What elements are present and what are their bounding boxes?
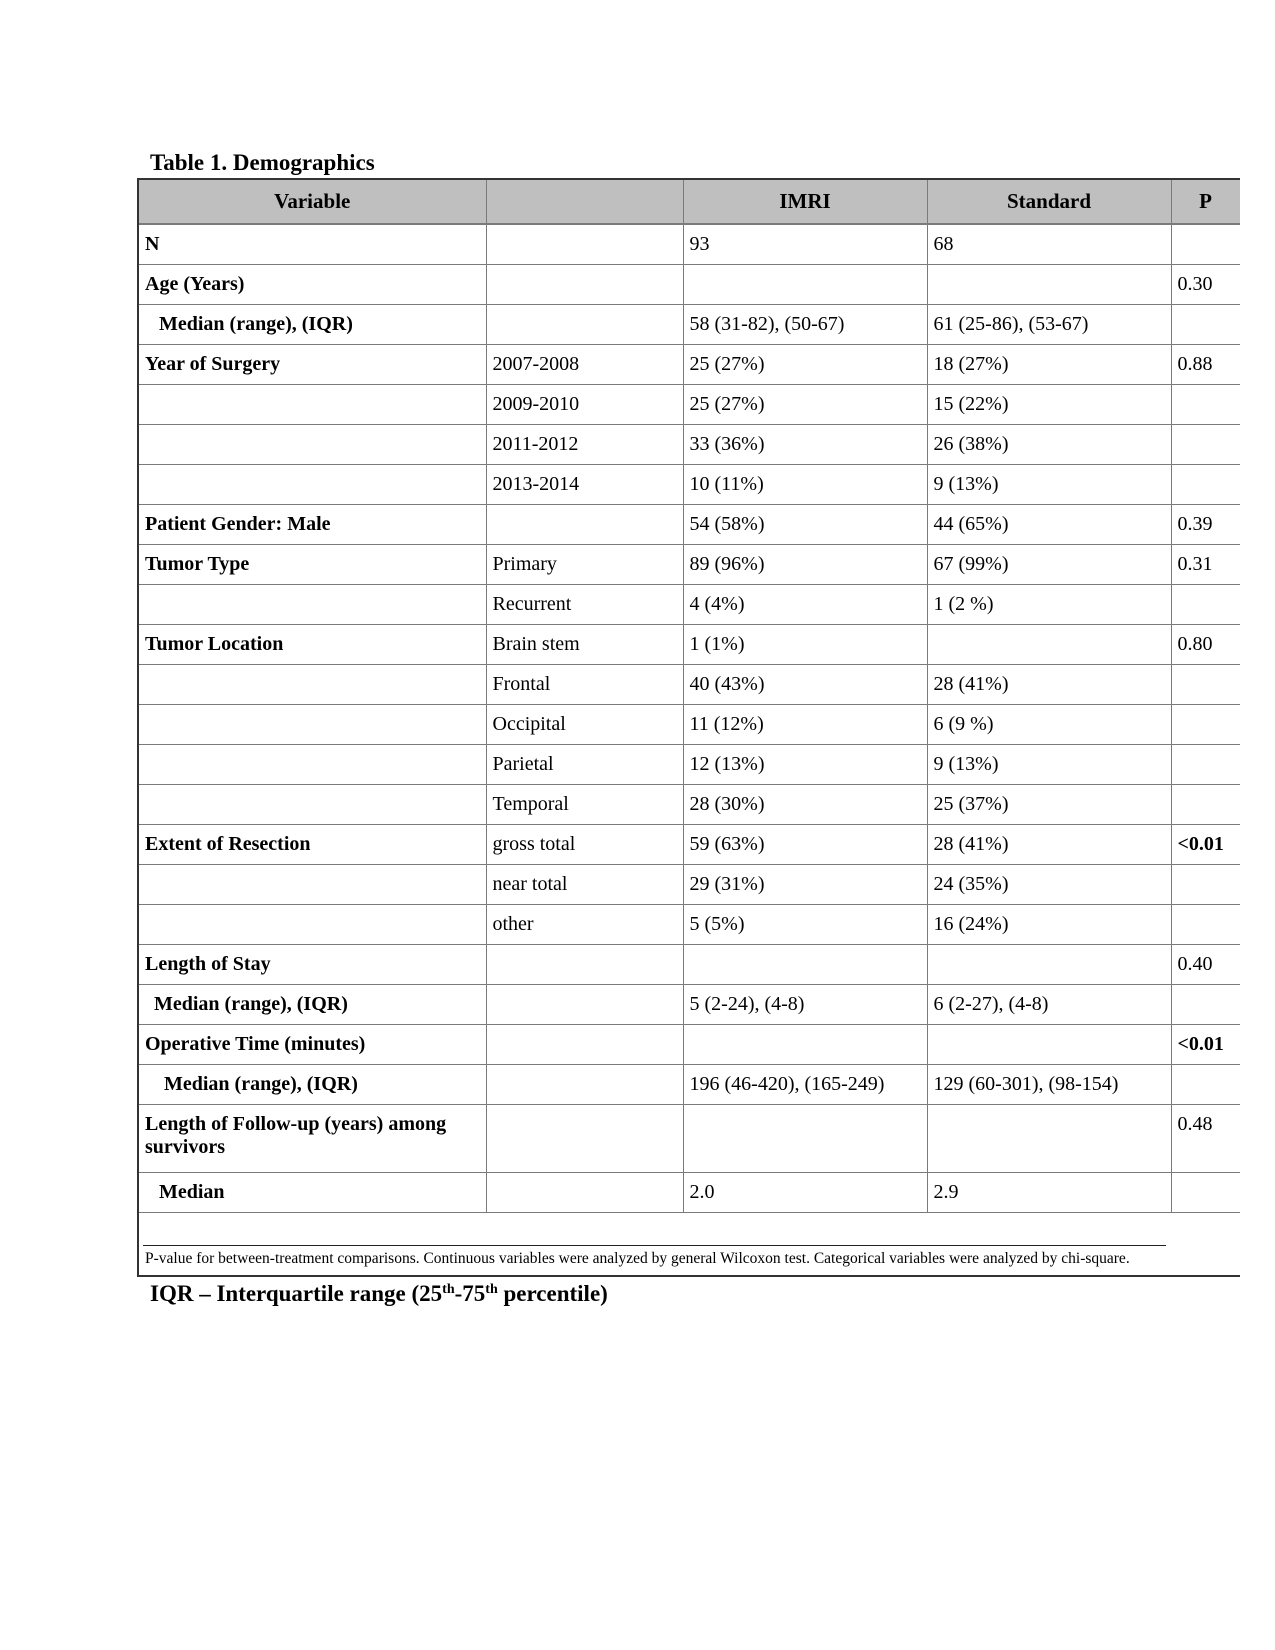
cell-standard: 44 (65%) <box>927 505 1171 545</box>
cell-variable <box>139 865 486 905</box>
iqr-suffix: percentile) <box>497 1281 608 1306</box>
cell-standard: 16 (24%) <box>927 905 1171 945</box>
column-header-subcategory <box>486 180 683 224</box>
header-row <box>139 180 1240 224</box>
cell-standard <box>927 1025 1171 1065</box>
iqr-sup-2: th <box>485 1282 498 1297</box>
cell-subcategory: 2009-2010 <box>486 385 683 425</box>
table-row <box>139 1065 1240 1105</box>
cell-variable: Extent of Resection <box>139 825 486 865</box>
cell-subcategory <box>486 1105 683 1173</box>
table-row <box>139 305 1240 345</box>
cell-p-value <box>1171 785 1240 825</box>
cell-standard: 28 (41%) <box>927 825 1171 865</box>
cell-variable: Tumor Type <box>139 545 486 585</box>
cell-imri: 29 (31%) <box>683 865 927 905</box>
cell-p-value: 0.31 <box>1171 545 1240 585</box>
cell-variable <box>139 425 486 465</box>
cell-subcategory <box>486 265 683 305</box>
cell-imri: 28 (30%) <box>683 785 927 825</box>
table-footer <box>139 1213 1240 1275</box>
table-row <box>139 985 1240 1025</box>
table-row <box>139 905 1240 945</box>
cell-subcategory <box>486 1025 683 1065</box>
cell-variable: Median <box>139 1173 486 1213</box>
iqr-prefix: IQR – Interquartile range (25 <box>150 1281 443 1306</box>
cell-standard: 9 (13%) <box>927 465 1171 505</box>
cell-variable: Median (range), (IQR) <box>139 1065 486 1105</box>
cell-imri: 59 (63%) <box>683 825 927 865</box>
cell-standard <box>927 945 1171 985</box>
table-row <box>139 865 1240 905</box>
cell-subcategory: Occipital <box>486 705 683 745</box>
cell-standard: 9 (13%) <box>927 745 1171 785</box>
cell-imri: 4 (4%) <box>683 585 927 625</box>
table-row <box>139 585 1240 625</box>
cell-variable <box>139 385 486 425</box>
cell-p-value: 0.39 <box>1171 505 1240 545</box>
cell-imri: 5 (5%) <box>683 905 927 945</box>
cell-subcategory <box>486 1173 683 1213</box>
cell-variable: N <box>139 224 486 265</box>
cell-variable: Length of Stay <box>139 945 486 985</box>
cell-standard: 2.9 <box>927 1173 1171 1213</box>
cell-p-value <box>1171 585 1240 625</box>
table-row <box>139 385 1240 425</box>
cell-subcategory: 2013-2014 <box>486 465 683 505</box>
cell-imri <box>683 265 927 305</box>
cell-imri: 58 (31-82), (50-67) <box>683 305 927 345</box>
cell-subcategory: Brain stem <box>486 625 683 665</box>
table-row <box>139 1025 1240 1065</box>
cell-subcategory: Primary <box>486 545 683 585</box>
cell-variable <box>139 745 486 785</box>
table-row <box>139 265 1240 305</box>
demographics-table-container <box>137 178 1240 1277</box>
column-header-p: P <box>1171 180 1240 224</box>
cell-p-value: 0.40 <box>1171 945 1240 985</box>
cell-variable <box>139 705 486 745</box>
cell-p-value <box>1171 1065 1240 1105</box>
cell-standard: 6 (9 %) <box>927 705 1171 745</box>
cell-subcategory: 2007-2008 <box>486 345 683 385</box>
cell-standard: 1 (2 %) <box>927 585 1171 625</box>
table-body <box>139 224 1240 1213</box>
cell-variable: Median (range), (IQR) <box>139 985 486 1025</box>
column-header-variable: Variable <box>139 180 486 224</box>
table-row <box>139 224 1240 265</box>
cell-standard <box>927 625 1171 665</box>
cell-p-value <box>1171 745 1240 785</box>
cell-imri: 196 (46-420), (165-249) <box>683 1065 927 1105</box>
cell-imri: 2.0 <box>683 1173 927 1213</box>
cell-imri: 12 (13%) <box>683 745 927 785</box>
cell-subcategory <box>486 224 683 265</box>
cell-imri: 89 (96%) <box>683 545 927 585</box>
cell-imri: 25 (27%) <box>683 345 927 385</box>
cell-variable: Length of Follow-up (years) among survivors <box>139 1105 486 1173</box>
table-row <box>139 665 1240 705</box>
iqr-mid: -75 <box>454 1281 486 1306</box>
table-title: Table 1. Demographics <box>150 150 375 175</box>
cell-p-value <box>1171 385 1240 425</box>
cell-p-value: 0.88 <box>1171 345 1240 385</box>
cell-variable: Year of Surgery <box>139 345 486 385</box>
cell-p-value: 0.80 <box>1171 625 1240 665</box>
cell-variable: Patient Gender: Male <box>139 505 486 545</box>
cell-imri <box>683 945 927 985</box>
cell-p-value <box>1171 425 1240 465</box>
cell-p-value <box>1171 224 1240 265</box>
table-row <box>139 745 1240 785</box>
cell-standard <box>927 1105 1171 1173</box>
table-row <box>139 505 1240 545</box>
cell-imri: 5 (2-24), (4-8) <box>683 985 927 1025</box>
cell-standard: 18 (27%) <box>927 345 1171 385</box>
cell-standard: 61 (25-86), (53-67) <box>927 305 1171 345</box>
cell-imri <box>683 1105 927 1173</box>
table-row <box>139 1173 1240 1213</box>
table-row <box>139 425 1240 465</box>
cell-subcategory: Recurrent <box>486 585 683 625</box>
cell-standard: 68 <box>927 224 1171 265</box>
cell-imri: 10 (11%) <box>683 465 927 505</box>
cell-subcategory <box>486 1065 683 1105</box>
cell-imri <box>683 1025 927 1065</box>
cell-variable <box>139 465 486 505</box>
cell-subcategory: near total <box>486 865 683 905</box>
cell-variable: Operative Time (minutes) <box>139 1025 486 1065</box>
cell-imri: 1 (1%) <box>683 625 927 665</box>
footnote-text: P-value for between-treatment comparisons. Continuous variables were analyzed by general Wilcoxon test. Categorical variables were analyzed by chi-square. <box>145 1250 1130 1267</box>
cell-standard: 67 (99%) <box>927 545 1171 585</box>
cell-p-value <box>1171 865 1240 905</box>
cell-standard: 129 (60-301), (98-154) <box>927 1065 1171 1105</box>
cell-subcategory: gross total <box>486 825 683 865</box>
cell-subcategory <box>486 985 683 1025</box>
footnote-divider <box>143 1245 1166 1246</box>
table-row <box>139 465 1240 505</box>
cell-subcategory <box>486 305 683 345</box>
cell-p-value <box>1171 1173 1240 1213</box>
table-row <box>139 1105 1240 1173</box>
cell-p-value <box>1171 905 1240 945</box>
cell-standard: 15 (22%) <box>927 385 1171 425</box>
cell-subcategory <box>486 945 683 985</box>
column-header-standard: Standard <box>927 180 1171 224</box>
cell-standard: 28 (41%) <box>927 665 1171 705</box>
cell-standard: 24 (35%) <box>927 865 1171 905</box>
cell-imri: 25 (27%) <box>683 385 927 425</box>
iqr-sup-1: th <box>442 1282 455 1297</box>
cell-standard: 6 (2-27), (4-8) <box>927 985 1171 1025</box>
table-row <box>139 825 1240 865</box>
cell-imri: 11 (12%) <box>683 705 927 745</box>
cell-variable <box>139 585 486 625</box>
cell-imri: 33 (36%) <box>683 425 927 465</box>
cell-p-value <box>1171 985 1240 1025</box>
table-row <box>139 945 1240 985</box>
cell-subcategory: Temporal <box>486 785 683 825</box>
cell-p-value: 0.30 <box>1171 265 1240 305</box>
cell-subcategory: Parietal <box>486 745 683 785</box>
cell-p-value <box>1171 665 1240 705</box>
cell-variable: Median (range), (IQR) <box>139 305 486 345</box>
cell-p-value <box>1171 465 1240 505</box>
column-header-imri: IMRI <box>683 180 927 224</box>
cell-p-value: <0.01 <box>1171 1025 1240 1065</box>
cell-variable: Age (Years) <box>139 265 486 305</box>
cell-imri: 93 <box>683 224 927 265</box>
cell-standard: 26 (38%) <box>927 425 1171 465</box>
cell-variable: Tumor Location <box>139 625 486 665</box>
cell-subcategory: Frontal <box>486 665 683 705</box>
cell-subcategory <box>486 505 683 545</box>
cell-p-value <box>1171 705 1240 745</box>
cell-standard <box>927 265 1171 305</box>
table-row <box>139 545 1240 585</box>
cell-variable <box>139 905 486 945</box>
cell-p-value <box>1171 305 1240 345</box>
cell-standard: 25 (37%) <box>927 785 1171 825</box>
cell-p-value: 0.48 <box>1171 1105 1240 1173</box>
table-row <box>139 785 1240 825</box>
cell-subcategory: other <box>486 905 683 945</box>
demographics-table <box>139 180 1240 1213</box>
cell-imri: 54 (58%) <box>683 505 927 545</box>
cell-variable <box>139 665 486 705</box>
cell-imri: 40 (43%) <box>683 665 927 705</box>
table-row <box>139 705 1240 745</box>
cell-variable <box>139 785 486 825</box>
cell-p-value: <0.01 <box>1171 825 1240 865</box>
cell-subcategory: 2011-2012 <box>486 425 683 465</box>
table-row <box>139 625 1240 665</box>
iqr-definition <box>150 1280 608 1308</box>
table-row <box>139 345 1240 385</box>
